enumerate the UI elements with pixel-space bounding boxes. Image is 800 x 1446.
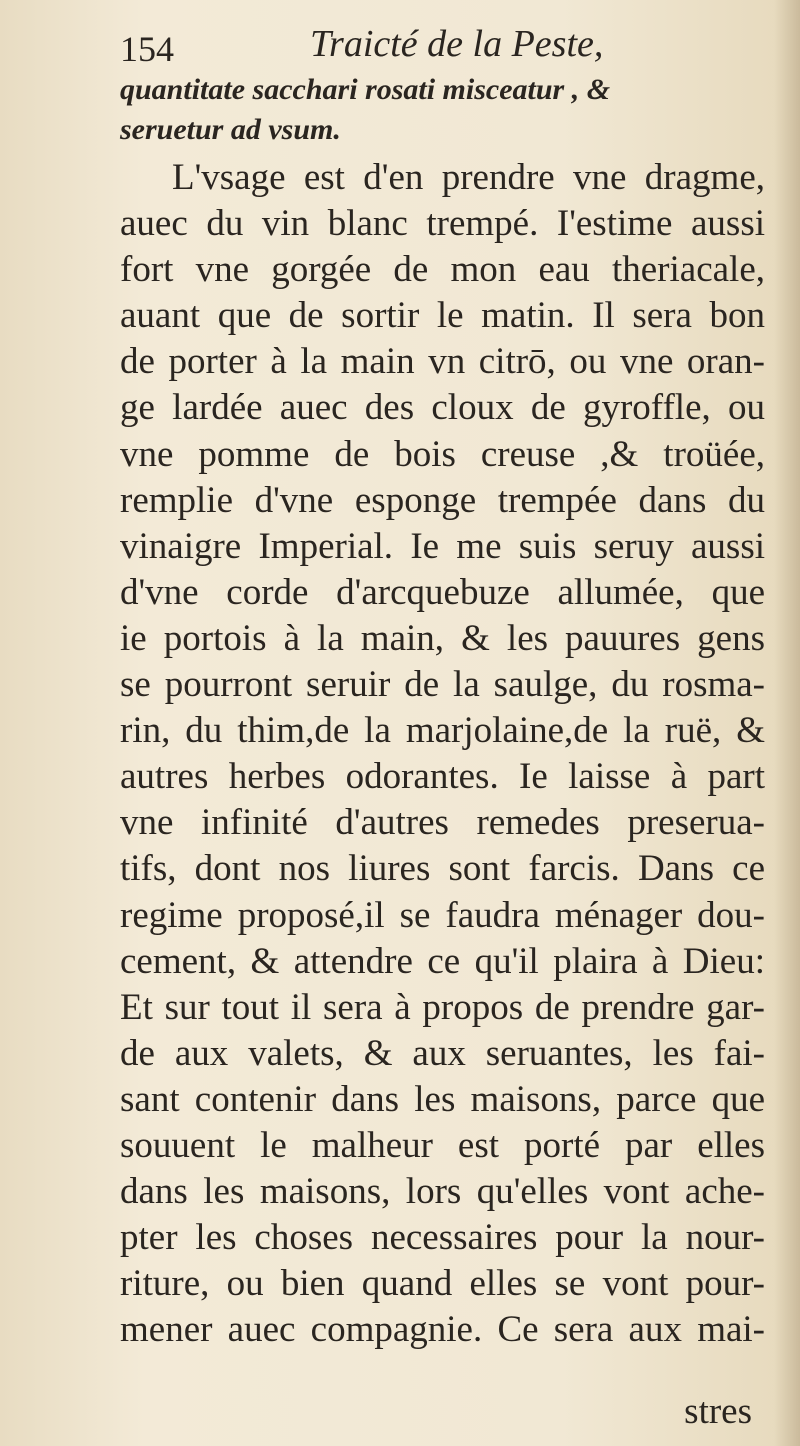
text-line: vne pomme de bois creuse ,& troüée, — [120, 433, 765, 475]
text-line: riture, ou bien quand elles se vont pour- — [120, 1263, 765, 1305]
latin-line: quantitate sacchari rosati misceatur , & — [120, 73, 611, 106]
text-line: pter les choses necessaires pour la nour- — [120, 1217, 765, 1259]
text-line: de porter à la main vn citrō, ou vne oran- — [120, 341, 765, 383]
text-line: Et sur tout il sera à propos de prendre gar- — [120, 986, 765, 1028]
text-line: cement, & attendre ce qu'il plaira à Dieu: — [120, 940, 765, 982]
text-line: remplie d'vne esponge trempée dans du — [120, 479, 765, 521]
text-line: sant contenir dans les maisons, parce que — [120, 1078, 765, 1120]
text-line: rin, du thim,de la marjolaine,de la ruë, & — [120, 710, 765, 752]
text-line: ge lardée auec des cloux de gyroffle, ou — [120, 387, 765, 429]
text-line: auec du vin blanc trempé. I'estime aussi — [120, 203, 765, 245]
text-line: autres herbes odorantes. Ie laisse à part — [120, 756, 765, 798]
running-title: Traicté de la Peste, — [310, 23, 604, 65]
text-line: ie portois à la main, & les pauures gens — [120, 617, 765, 659]
body-text — [120, 155, 765, 1353]
latin-line: seruetur ad vsum. — [120, 113, 341, 146]
text-line: vinaigre Imperial. Ie me suis seruy aussi — [120, 525, 765, 567]
catchword: stres — [684, 1391, 752, 1432]
page-number: 154 — [120, 29, 174, 69]
text-line: mener auec compagnie. Ce sera aux mai- — [120, 1309, 765, 1351]
text-line: regime proposé,il se faudra ménager dou- — [120, 894, 765, 936]
page-gutter-shadow — [774, 0, 800, 1446]
text-line: fort vne gorgée de mon eau theriacale, — [120, 249, 765, 291]
text-line: de aux valets, & aux seruantes, les fai- — [120, 1032, 765, 1074]
text-line: d'vne corde d'arcquebuze allumée, que — [120, 571, 765, 613]
text-line: vne infinité d'autres remedes preserua- — [120, 802, 765, 844]
text-line: tifs, dont nos liures sont farcis. Dans ce — [120, 848, 765, 890]
text-line: souuent le malheur est porté par elles — [120, 1124, 765, 1166]
text-line: dans les maisons, lors qu'elles vont ache- — [120, 1171, 765, 1213]
text-line: L'vsage est d'en prendre vne dragme, — [172, 157, 765, 198]
text-line: auant que de sortir le matin. Il sera bon — [120, 295, 765, 337]
text-line: se pourront seruir de la saulge, du rosma- — [120, 664, 765, 706]
